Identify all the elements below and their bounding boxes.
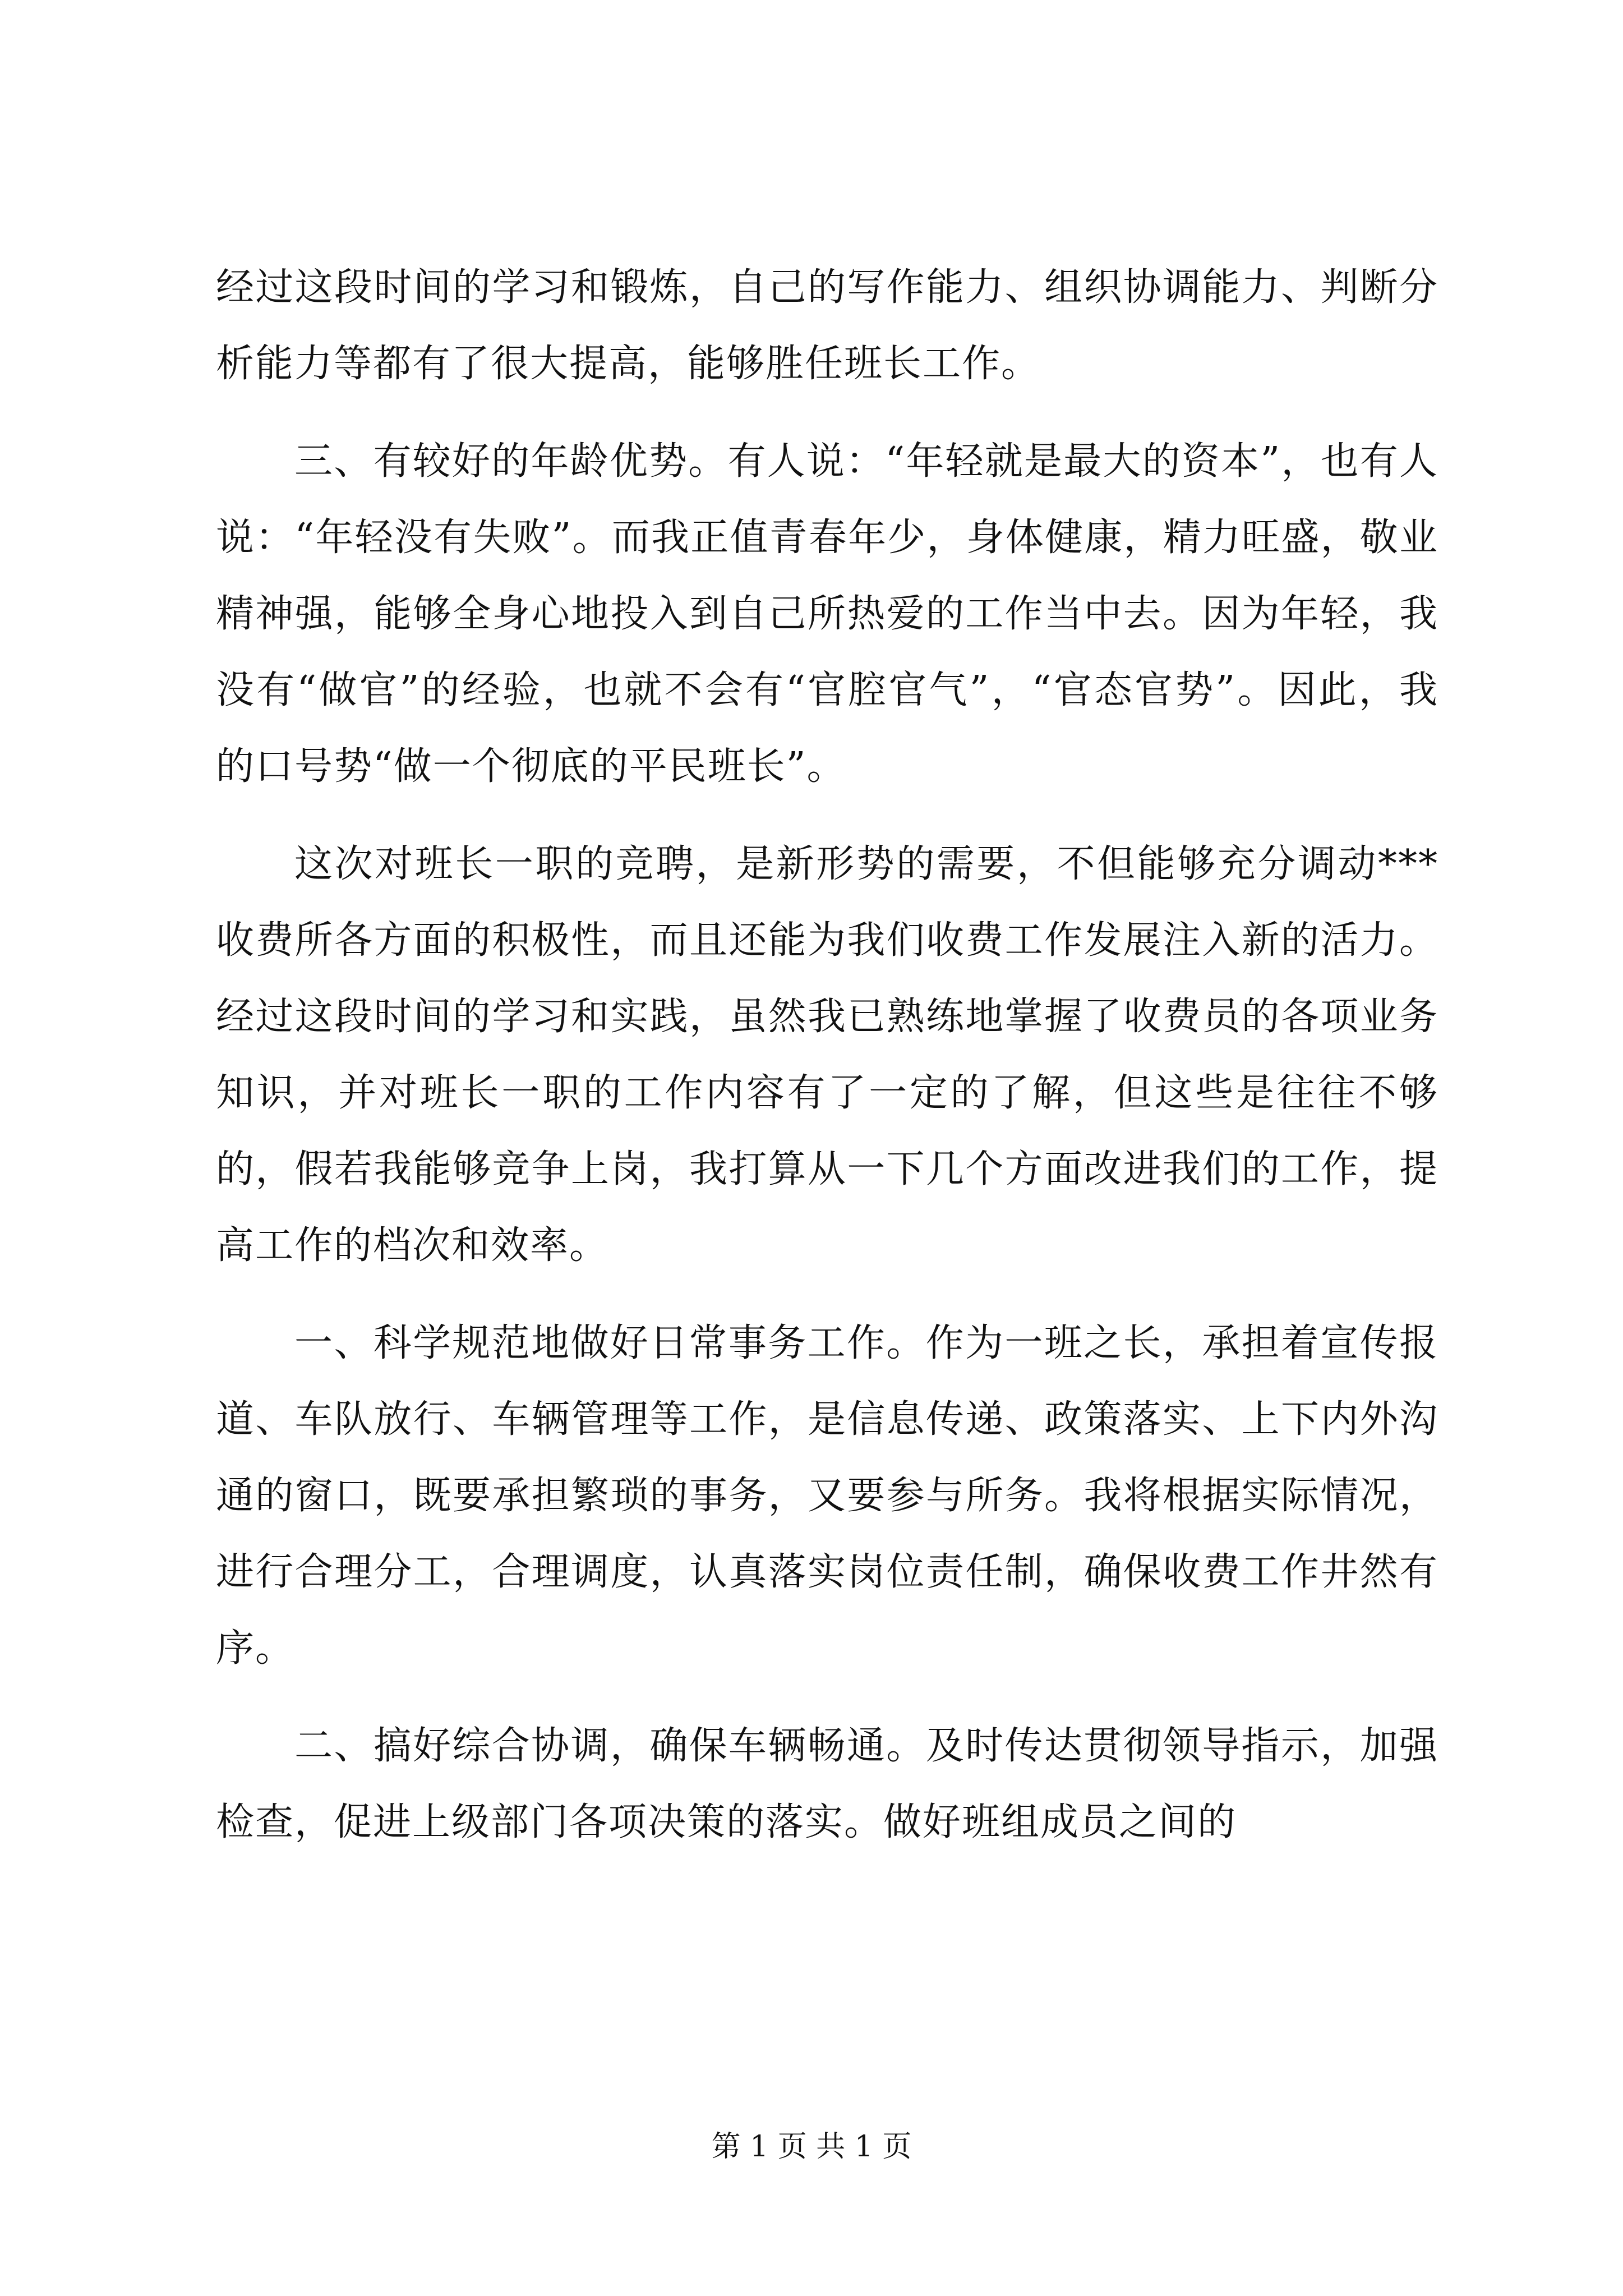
page-footer: 第 1 页 共 1 页 <box>711 2130 912 2164</box>
paragraph-daily-affairs: 一、科学规范地做好日常事务工作。作为一班之长，承担着宣传报道、车队放行、车辆管理等工作，是信息传递、政策落实、上下内外沟通的窗口，既要承担繁琐的事务，又要参与所务。我将根据实际情况，进行合理分工，合理调度，认真落实岗位责任制，确保收费工作井然有序。 <box>216 1321 1438 1671</box>
document-body <box>216 250 1438 1882</box>
paragraph-continuation: 经过这段时间的学习和锻炼，自己的写作能力、组织协调能力、判断分析能力等都有了很大提高，能够胜任班长工作。 <box>216 265 1438 386</box>
paragraph-competition-purpose: 这次对班长一职的竞聘，是新形势的需要，不但能够充分调动***收费所各方面的积极性，而且还能为我们收费工作发展注入新的活力。经过这段时间的学习和实践，虽然我已熟练地掌握了收费员的各项业务知识，并对班长一职的工作内容有了一定的了解，但这些是往往不够的，假若我能够竞争上岗，我打算从一下几个方面改进我们的工作，提高工作的档次和效率。 <box>216 842 1438 1268</box>
paragraph-age-advantage: 三、有较好的年龄优势。有人说：“年轻就是最大的资本”，也有人说：“年轻没有失败”。而我正值青春年少，身体健康，精力旺盛，敬业精神强，能够全身心地投入到自己所热爱的工作当中去。因为年轻，我没有“做官”的经验，也就不会有“官腔官气”，“官态官势”。因此，我的口号势“做一个彻底的平民班长”。 <box>216 439 1438 789</box>
paragraph-coordination: 二、搞好综合协调，确保车辆畅通。及时传达贯彻领导指示，加强检查，促进上级部门各项决策的落实。做好班组成员之间的 <box>216 1724 1438 1844</box>
